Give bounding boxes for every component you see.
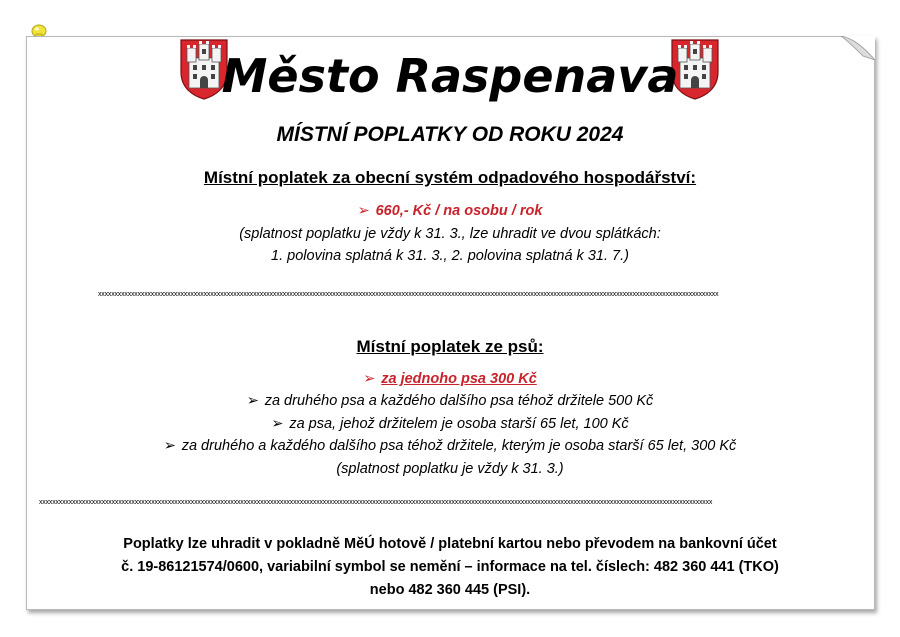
separator-line: xxxxxxxxxxxxxxxxxxxxxxxxxxxxxxxxxxxxxxxxxxxxxxxxxxxxxxxxxxxxxxxxxxxxxxxxxxxxxxxxxxxxxxxxxxxxxxxxxxxxxxxxxxxxxxxxxxxxxxxxxxxxxxxxxxxxxxxxxxxxxxxxxxxxxxxxxxxxxxxxxxxxxxxxxxxxxxxxxxxxxxxxxxxxxxxxxxxxxxxxxxxx — [39, 499, 713, 506]
arrow-bullet-icon: ➢ — [363, 371, 376, 387]
arrow-bullet-icon: ➢ — [163, 438, 176, 454]
dog-fee-item — [0, 414, 900, 434]
town-title: Město Raspenava — [221, 49, 679, 103]
dog-fee-note: (splatnost poplatku je vždy k 31. 3.) — [336, 461, 564, 477]
payment-info-line-3: nebo 482 360 445 (PSI). — [369, 582, 531, 598]
dog-fee-heading: Místní poplatek ze psů: — [356, 337, 544, 356]
waste-fee-note-2: 1. polovina splatná k 31. 3., 2. polovina splatná k 31. 7.) — [271, 248, 629, 264]
dog-fee-item-text: za druhého psa a každého dalšího psa téhož držitele 500 Kč — [264, 393, 654, 409]
dog-fee-item — [0, 391, 900, 411]
waste-fee-note-1: (splatnost poplatku je vždy k 31. 3., lze uhradit ve dvou splátkách: — [239, 226, 661, 242]
payment-info-line-2: č. 19-86121574/0600, variabilní symbol se nemění – informace na tel. číslech: 482 360 441 (TKO) — [121, 559, 779, 575]
dog-fee-item-main — [0, 369, 900, 389]
dog-fee-item-text: za druhého a každého dalšího psa téhož držitele, kterým je osoba starší 65 let, 300 Kč — [181, 438, 737, 454]
dog-fee-item — [0, 436, 900, 456]
waste-fee-value: 660,- Kč / na osobu / rok — [375, 203, 543, 219]
dog-fee-item-text: za psa, jehož držitelem je osoba starší 65 let, 100 Kč — [289, 416, 629, 432]
arrow-bullet-icon: ➢ — [271, 416, 284, 432]
waste-fee-amount — [0, 201, 900, 221]
dog-fee-main-value: za jednoho psa 300 Kč — [381, 371, 537, 387]
waste-fee-heading: Místní poplatek za obecní systém odpadového hospodářství: — [203, 168, 697, 187]
arrow-bullet-icon: ➢ — [246, 393, 259, 409]
separator-line: xxxxxxxxxxxxxxxxxxxxxxxxxxxxxxxxxxxxxxxxxxxxxxxxxxxxxxxxxxxxxxxxxxxxxxxxxxxxxxxxxxxxxxxxxxxxxxxxxxxxxxxxxxxxxxxxxxxxxxxxxxxxxxxxxxxxxxxxxxxxxxxxxxxxxxxxxxxxxxxxxxxxxxxxxxxxxxxxxxxxxxxxxxxx — [98, 291, 719, 298]
page-subtitle: MÍSTNÍ POPLATKY OD ROKU 2024 — [276, 123, 624, 146]
payment-info-line-1: Poplatky lze uhradit v pokladně MěÚ hotově / platební kartou nebo převodem na bankovní účet — [123, 536, 777, 552]
arrow-bullet-icon: ➢ — [357, 203, 370, 219]
